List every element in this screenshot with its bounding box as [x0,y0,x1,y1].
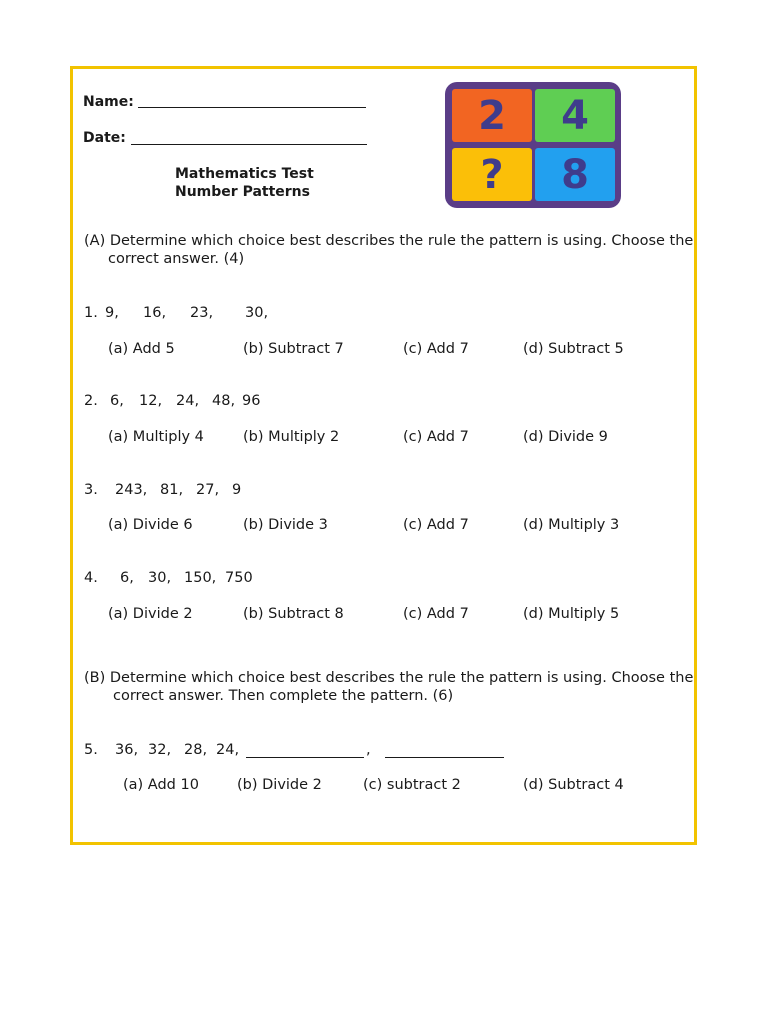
name-line[interactable] [138,107,366,108]
answer-blank-1[interactable] [246,757,364,758]
pattern-term: 32, [148,742,172,758]
option-a[interactable]: (a) Divide 6 [108,517,193,533]
pattern-term: 16, [143,305,167,321]
option-c[interactable]: (c) Add 7 [403,517,469,533]
option-d[interactable]: (d) Subtract 4 [523,777,624,793]
pattern-term: 28, [184,742,208,758]
option-c[interactable]: (c) Add 7 [403,341,469,357]
option-c[interactable]: (c) Add 7 [403,429,469,445]
option-b[interactable]: (b) Subtract 7 [243,341,344,357]
date-label: Date: [83,130,126,146]
pattern-term: 750 [225,570,253,586]
option-a[interactable]: (a) Multiply 4 [108,429,204,445]
option-d[interactable]: (d) Multiply 5 [523,606,620,622]
option-c[interactable]: (c) Add 7 [403,606,469,622]
tile-question: ? [452,148,532,201]
page-subtitle: Number Patterns [175,184,310,200]
name-label: Name: [83,94,134,110]
option-b[interactable]: (b) Divide 3 [243,517,328,533]
pattern-term: 9 [232,482,242,498]
option-b[interactable]: (b) Multiply 2 [243,429,340,445]
question-number: 4. [84,570,98,586]
pattern-term: 9, [105,305,119,321]
tile-8: 8 [535,148,615,201]
option-d[interactable]: (d) Divide 9 [523,429,608,445]
option-b[interactable]: (b) Divide 2 [237,777,322,793]
pattern-term: 150, [184,570,217,586]
tile-2: 2 [452,89,532,142]
pattern-term: 24, [176,393,200,409]
pattern-term: 36, [115,742,139,758]
pattern-term: 12, [139,393,163,409]
pattern-term: 24, [216,742,240,758]
answer-blank-2[interactable] [385,757,504,758]
option-b[interactable]: (b) Subtract 8 [243,606,344,622]
date-line[interactable] [131,144,367,145]
option-a[interactable]: (a) Add 5 [108,341,175,357]
option-d[interactable]: (d) Subtract 5 [523,341,624,357]
pattern-term: 30, [245,305,269,321]
pattern-term: 27, [196,482,220,498]
option-d[interactable]: (d) Multiply 3 [523,517,620,533]
pattern-term: 243, [115,482,148,498]
pattern-term: 30, [148,570,172,586]
question-number: 1. [84,305,98,321]
option-c[interactable]: (c) subtract 2 [363,777,461,793]
pattern-term: 48, [212,393,236,409]
option-a[interactable]: (a) Divide 2 [108,606,193,622]
question-number: 2. [84,393,98,409]
blank-separator: , [366,742,371,758]
question-number: 5. [84,742,98,758]
section-a-instruction-cont: correct answer. (4) [108,251,245,267]
section-b-instruction: (B) Determine which choice best describes the rule the pattern is using. Choose the [84,670,694,686]
section-b-instruction-cont: correct answer. Then complete the pattern. (6) [113,688,454,704]
pattern-term: 81, [160,482,184,498]
tile-4: 4 [535,89,615,142]
pattern-term: 23, [190,305,214,321]
number-tiles-logo [445,82,621,208]
option-a[interactable]: (a) Add 10 [123,777,199,793]
pattern-term: 6, [120,570,134,586]
page-title: Mathematics Test [175,166,314,182]
pattern-term: 6, [110,393,124,409]
section-a-instruction: (A) Determine which choice best describes the rule the pattern is using. Choose the [84,233,694,249]
question-number: 3. [84,482,98,498]
pattern-term: 96 [242,393,261,409]
